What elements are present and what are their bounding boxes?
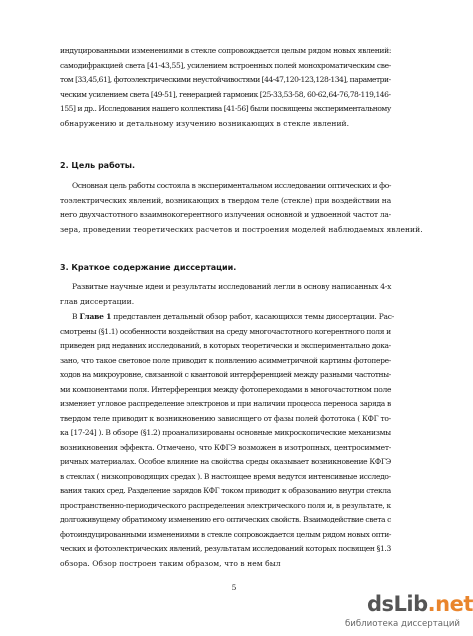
text-line: том [33,45,61], фотоэлектрическими неустойчивостями [44-47,120-123,128-134], параметри- [60, 75, 391, 84]
text-line: ми компонентами поля. Интерференция между фотопереходами в многочастотном поле [60, 384, 392, 394]
text-line [60, 310, 395, 325]
section-3-heading: 3. Краткое содержание диссертации. [60, 263, 237, 272]
text-line: Основная цель работы состояла в экспериментальном исследовании оптических и фо- [72, 181, 392, 190]
text-line: тоэлектрических явлений, возникающих в твердом теле (стекле) при воздействии на [60, 195, 392, 205]
dslib-watermark[interactable] [345, 590, 473, 636]
text-line: возникновения эффекта. Отмечено, что КФГЭ возможен в изотропных, центросиммет- [60, 442, 392, 452]
text-line: зера, проведении теоретических расчетов и построения моделей наблюдаемых явлений. [60, 224, 423, 234]
text-line: зано, что такое световое поле приводит к появлению асимметричной картины фотопере- [60, 355, 391, 365]
text-line: 155] и др.. Исследования нашего коллектива [41-56] были посвящены экспериментальному [60, 104, 391, 113]
text-line: вания таких сред. Разделение зарядов КФГ током приводит к образованию внутри стекла [60, 486, 391, 495]
text-line: изменяет угловое распределение электронов и при наличии процесса переноса заряда в [60, 399, 391, 408]
text-line: долгоживущему обратимому изменению его оптических свойств. Взаимодействие света с [60, 515, 391, 524]
chapter-prefix: В [72, 312, 80, 321]
text-line: индуцированными изменениями в стекле сопровождается целым рядом новых явлений: [60, 46, 392, 55]
text-line: самодифракцией света [41-43,55], усилением встроенных полей монохроматическим све- [60, 60, 391, 70]
text-line: фотоиндуцированными изменениями в стекле сопровождается целым рядом новых опти- [60, 529, 392, 539]
section-3-paragraph [60, 280, 395, 309]
text-line: ческим усилением света [49-51], генерацией гармоник [25-33,53-58, 60-62,64-76,78-119,146- [60, 89, 391, 99]
section-2-paragraph [60, 179, 423, 237]
text-line: Развитые научные идеи и результаты исследований легли в основу написанных 4-х [72, 282, 392, 291]
text-line: приведен ряд недавних исследований, в которых теоретически и экспериментально дока- [60, 341, 391, 350]
dslib-logo: dsLib.net [367, 592, 473, 616]
chapter-first-line: представлен детальный обзор работ, касающихся темы диссертации. Рас- [111, 312, 395, 321]
text-line: глав диссертации. [60, 296, 135, 306]
text-line: обнаружению и детальному изучению возникающих в стекле явлений. [60, 118, 350, 128]
text-line: ходов на микроуровне, связанной с квантовой интерференцией между разными частотны- [60, 370, 391, 379]
chapter-label: Главе 1 [79, 312, 112, 321]
text-line: ческих и фотоэлектрических явлений, результатам исследований которых посвящен §1.3 [60, 544, 391, 553]
section-2-heading: 2. Цель работы. [60, 161, 136, 170]
intro-paragraph [60, 44, 395, 131]
text-line: смотрены (§1.1) особенности воздействия на среду многочастотного когерентного поля и [60, 326, 391, 336]
text-line: твердом теле приводит к возникновению зависящего от фазы полей фототока ( КФГ то- [60, 413, 391, 423]
text-line: обзора. Обзор построен таким образом, что в нем был [60, 558, 281, 568]
page-number: 5 [231, 583, 237, 592]
chapter-1-paragraph [60, 310, 395, 571]
dslib-subtitle: библиотека диссертаций [345, 619, 461, 629]
text-line: ка [17-24] ). В обзоре (§1.2) проанализированы основные микроскопические механизмы [60, 428, 391, 437]
text-line: него двухчастотного взаимнокогерентного излучения основной и удвоенной частот ла- [60, 210, 391, 219]
text-line: в стеклах ( низкопроводящих средах ). В настоящее время ведутся интенсивные исследо- [60, 471, 391, 481]
text-line: пространственно-периодического распределения электрического поля и, в результате, к [60, 500, 391, 510]
text-line: ричных материалах. Особое влияние на свойства среды оказывает возникновение КФГЭ [60, 457, 391, 466]
